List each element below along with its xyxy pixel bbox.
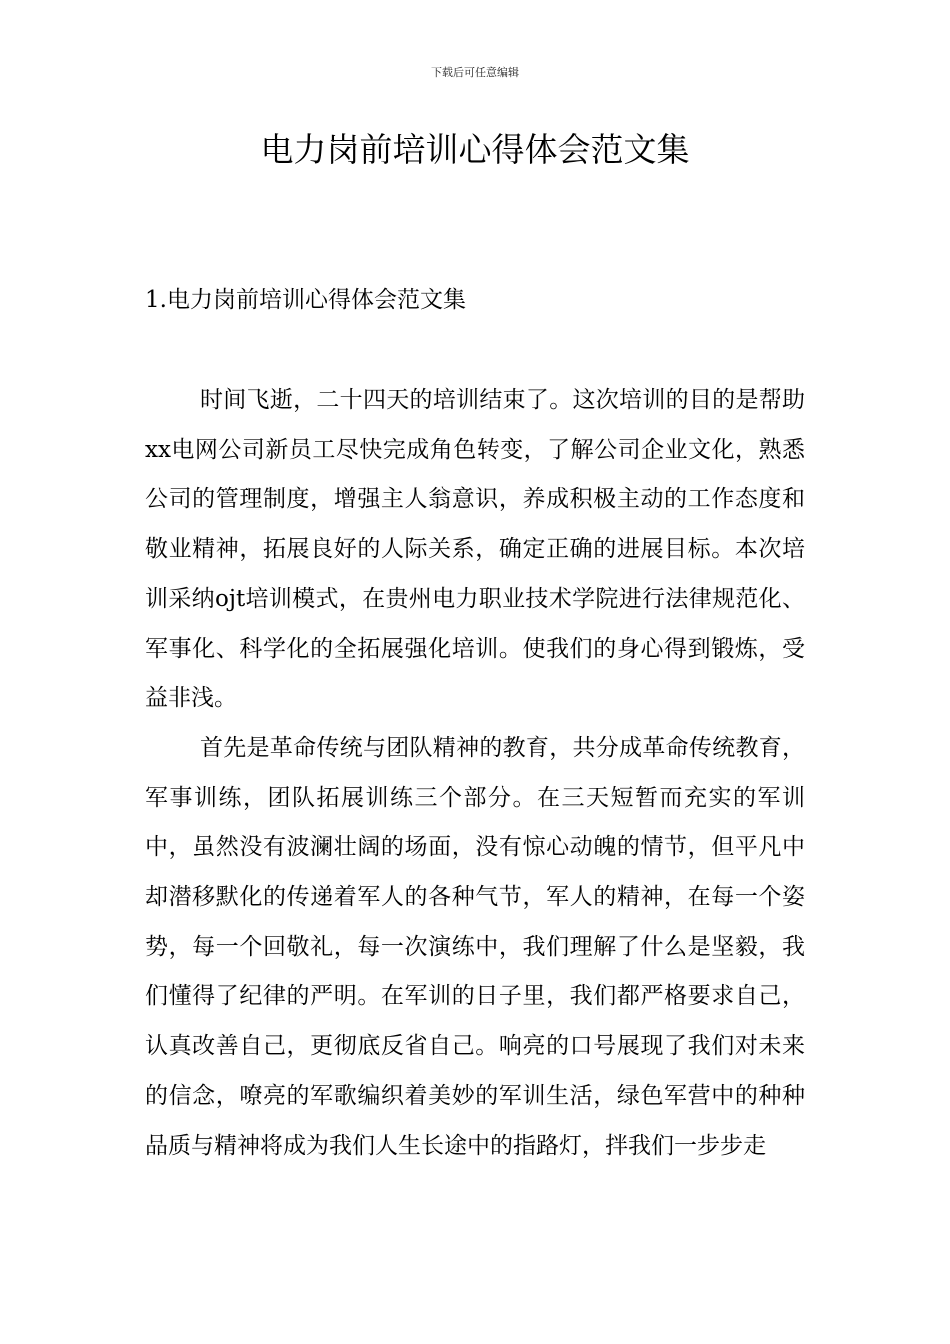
- section-heading: 1.电力岗前培训心得体会范文集: [145, 287, 466, 313]
- header-note: 下载后可任意编辑: [431, 66, 519, 79]
- document-title: 电力岗前培训心得体会范文集: [260, 130, 690, 169]
- document-body: [145, 376, 805, 1171]
- paragraph-intro: 时间飞逝，二十四天的培训结束了。这次培训的目的是帮助xx电网公司新员工尽快完成角色转变，了解公司企业文化，熟悉公司的管理制度，增强主人翁意识，养成积极主动的工作态度和敬业精神，拓展良好的人际关系，确定正确的进展目标。本次培训采纳ojt培训模式，在贵州电力职业技术学院进行法律规范化、军事化、科学化的全拓展强化培训。使我们的身心得到锻炼，受益非浅。: [145, 387, 805, 712]
- paragraph-military-training: 首先是革命传统与团队精神的教育，共分成革命传统教育，军事训练，团队拓展训练三个部分。在三天短暂而充实的军训中，虽然没有波澜壮阔的场面，没有惊心动魄的情节，但平凡中却潜移默化的传递着军人的各种气节，军人的精神，在每一个姿势，每一个回敬礼，每一次演练中，我们理解了什么是坚毅，我们懂得了纪律的严明。在军训的日子里，我们都严格要求自己，认真改善自己，更彻底反省自己。响亮的口号展现了我们对未来的信念，嘹亮的军歌编织着美妙的军训生活，绿色军营中的种种品质与精神将成为我们人生长途中的指路灯，拌我们一步步走: [145, 734, 805, 1159]
